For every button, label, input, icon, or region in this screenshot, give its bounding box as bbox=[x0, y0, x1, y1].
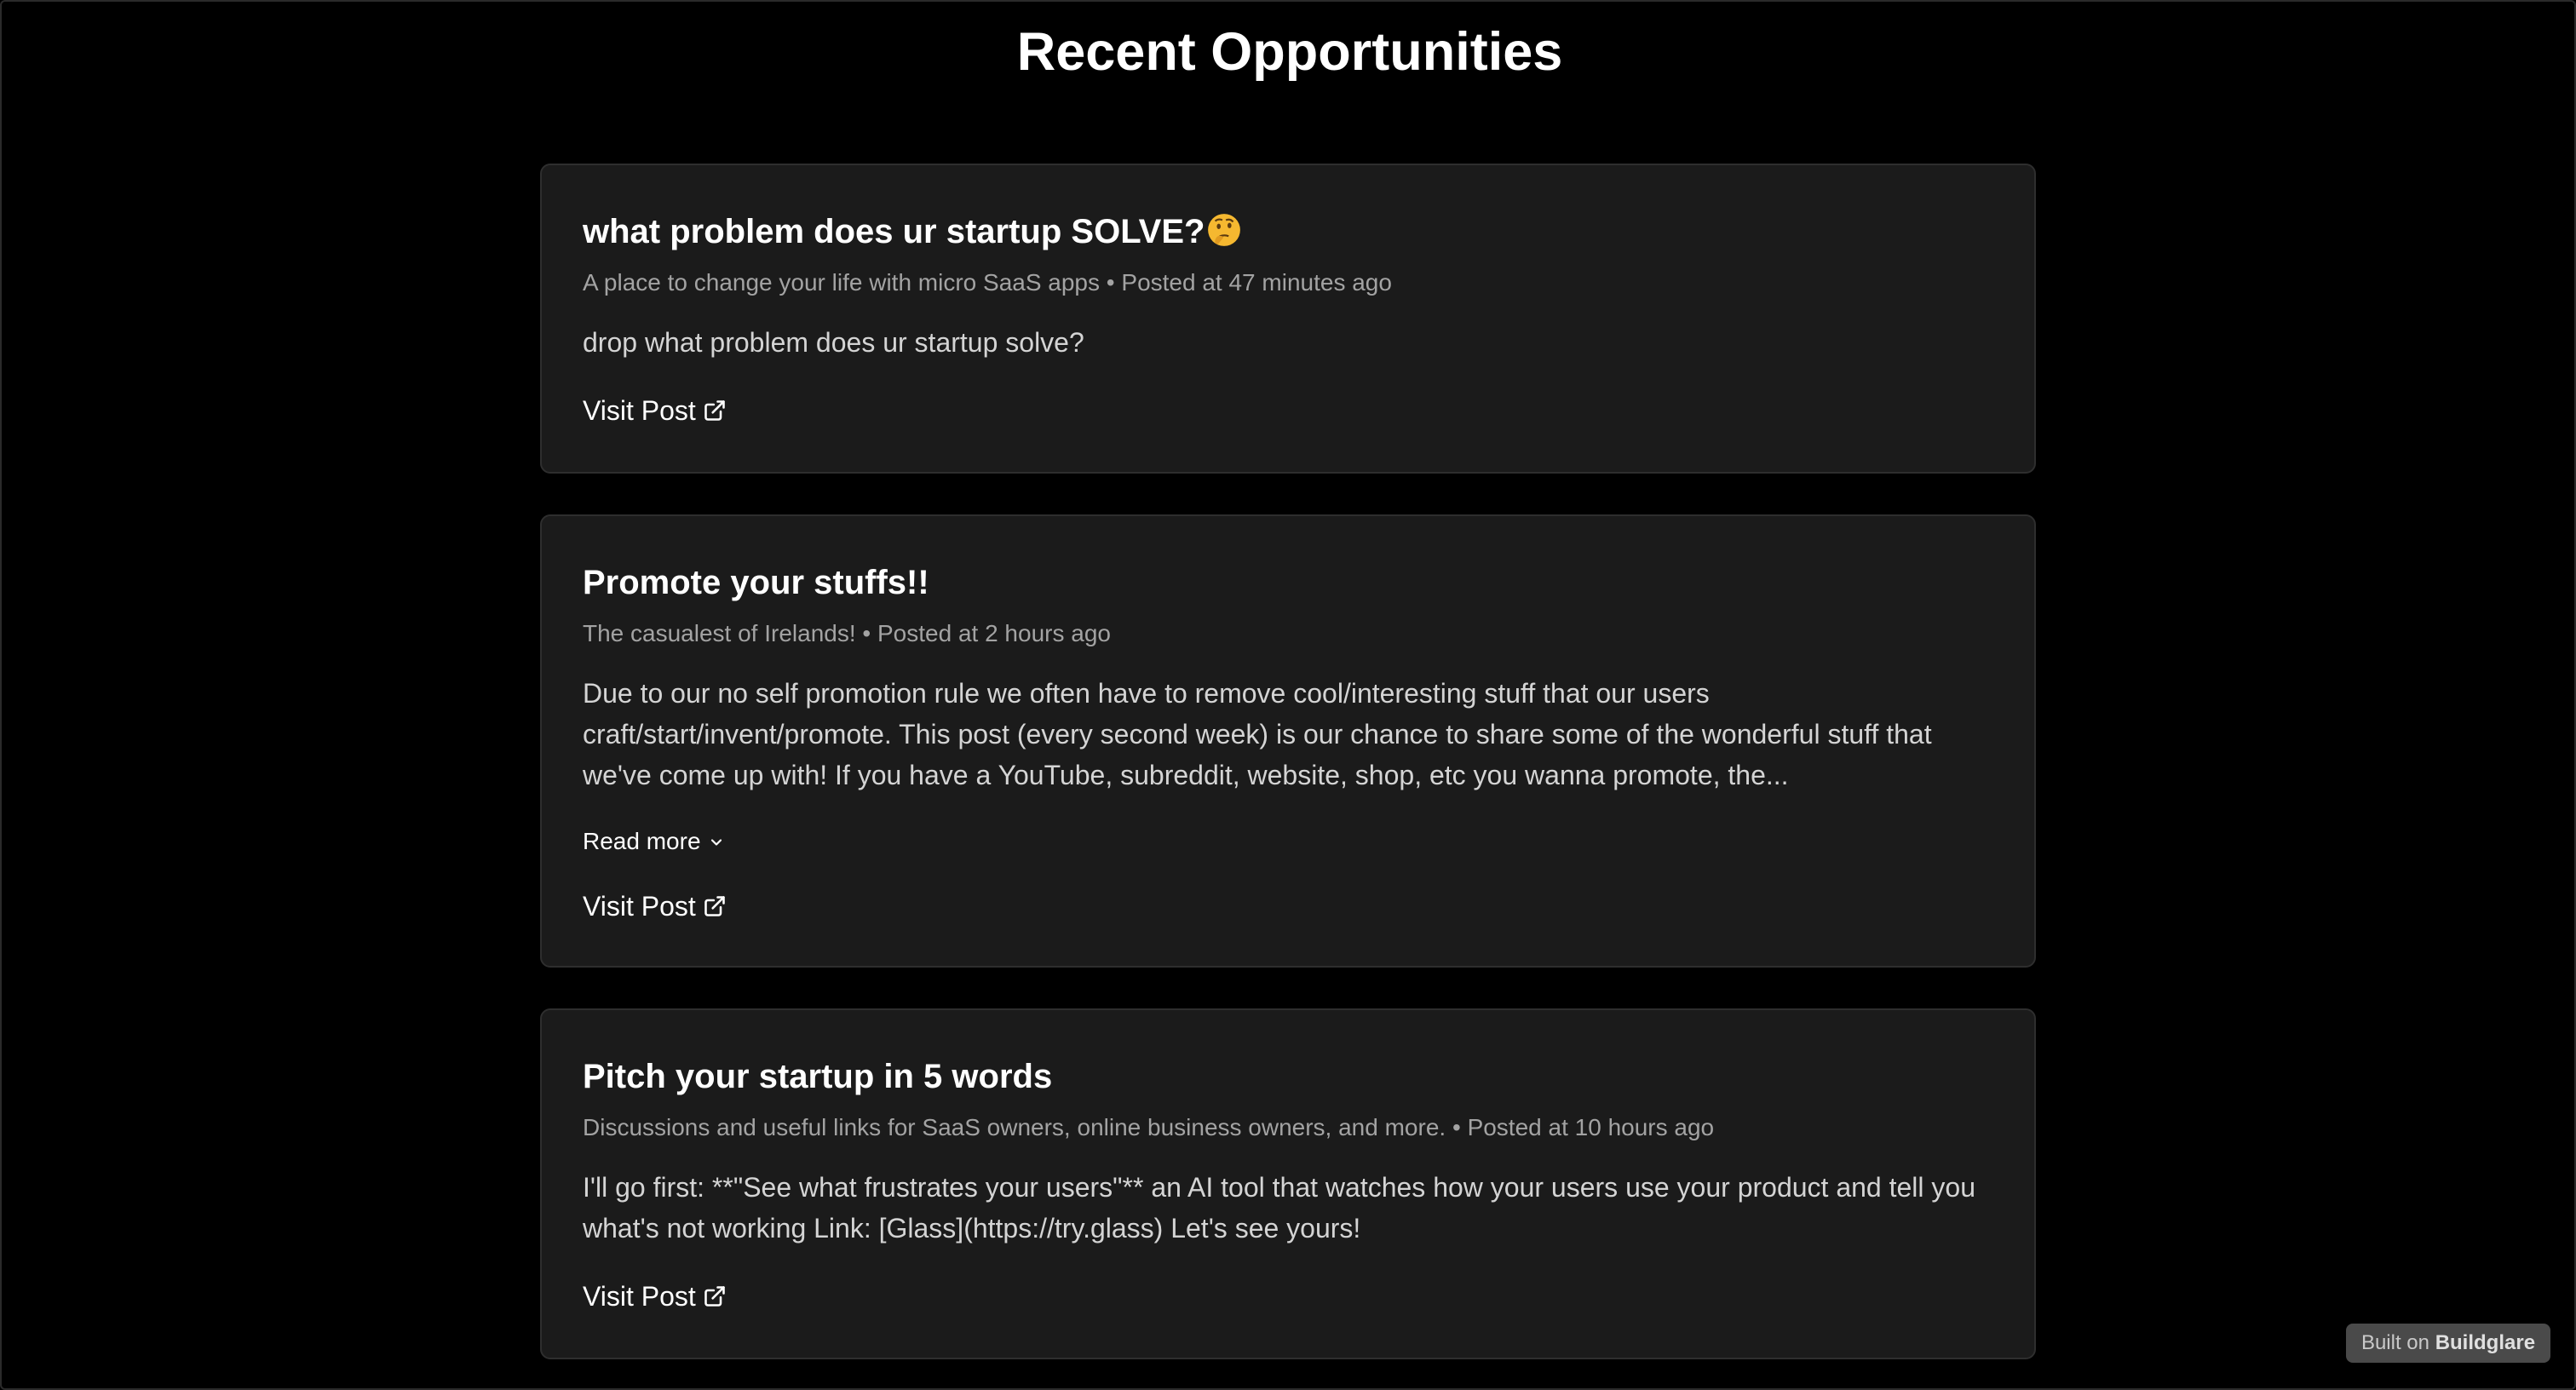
post-card bbox=[540, 1008, 2036, 1359]
read-more-toggle[interactable] bbox=[583, 824, 725, 859]
badge-prefix: Built on bbox=[2360, 1331, 2430, 1354]
post-title-text: what problem does ur startup SOLVE? bbox=[583, 213, 1205, 250]
visit-post-label: Visit Post bbox=[583, 395, 696, 426]
read-more-label: Read more bbox=[583, 828, 701, 854]
external-link-icon bbox=[703, 399, 727, 422]
post-title: Pitch your startup in 5 words bbox=[583, 1058, 1053, 1095]
page-title: Recent Opportunities bbox=[1016, 22, 1563, 82]
visit-post-link[interactable] bbox=[583, 392, 727, 429]
post-body: I'll go first: **"See what frustrates your users"** an AI tool that watches how your users use your product and tell you what's not working Link: [Glass](https://try.glass) Let's see yours! bbox=[583, 1172, 1975, 1244]
post-body: Due to our no self promotion rule we often have to remove cool/interesting stuff that our users craft/start/invent/promote. This post (every second week) is our chance to share some of the wonderful stuff that we've come up with! If you have a YouTube, subreddit, website, shop, etc you wanna promote, the... bbox=[583, 678, 1932, 790]
visit-post-label: Visit Post bbox=[583, 1281, 696, 1312]
post-meta bbox=[583, 1111, 1714, 1145]
external-link-icon bbox=[703, 894, 727, 918]
posted-time: Posted at 47 minutes ago bbox=[1121, 269, 1392, 296]
post-meta bbox=[583, 266, 1392, 300]
community-name: Discussions and useful links for SaaS owners, online business owners, and more. bbox=[583, 1114, 1446, 1140]
chevron-down-icon bbox=[708, 834, 725, 851]
built-on-badge[interactable] bbox=[2346, 1324, 2550, 1363]
posted-time: Posted at 2 hours ago bbox=[877, 620, 1111, 646]
post-title: Promote your stuffs!! bbox=[583, 564, 929, 601]
post-meta bbox=[583, 617, 1111, 651]
meta-separator: • bbox=[862, 620, 871, 646]
posted-time: Posted at 10 hours ago bbox=[1467, 1114, 1715, 1140]
visit-post-label: Visit Post bbox=[583, 891, 696, 922]
external-link-icon bbox=[703, 1284, 727, 1308]
post-title bbox=[583, 208, 1242, 256]
meta-separator: • bbox=[1452, 1114, 1461, 1140]
community-name: A place to change your life with micro SaaS apps bbox=[583, 269, 1101, 296]
community-name: The casualest of Irelands! bbox=[583, 620, 856, 646]
post-card bbox=[540, 164, 2036, 474]
meta-separator: • bbox=[1106, 269, 1115, 296]
badge-brand: Buildglare bbox=[2435, 1331, 2536, 1354]
thinking-face-emoji bbox=[1206, 212, 1242, 248]
visit-post-link[interactable] bbox=[583, 887, 727, 925]
post-body: drop what problem does ur startup solve? bbox=[583, 327, 1084, 358]
visit-post-link[interactable] bbox=[583, 1278, 727, 1315]
post-card bbox=[540, 514, 2036, 968]
